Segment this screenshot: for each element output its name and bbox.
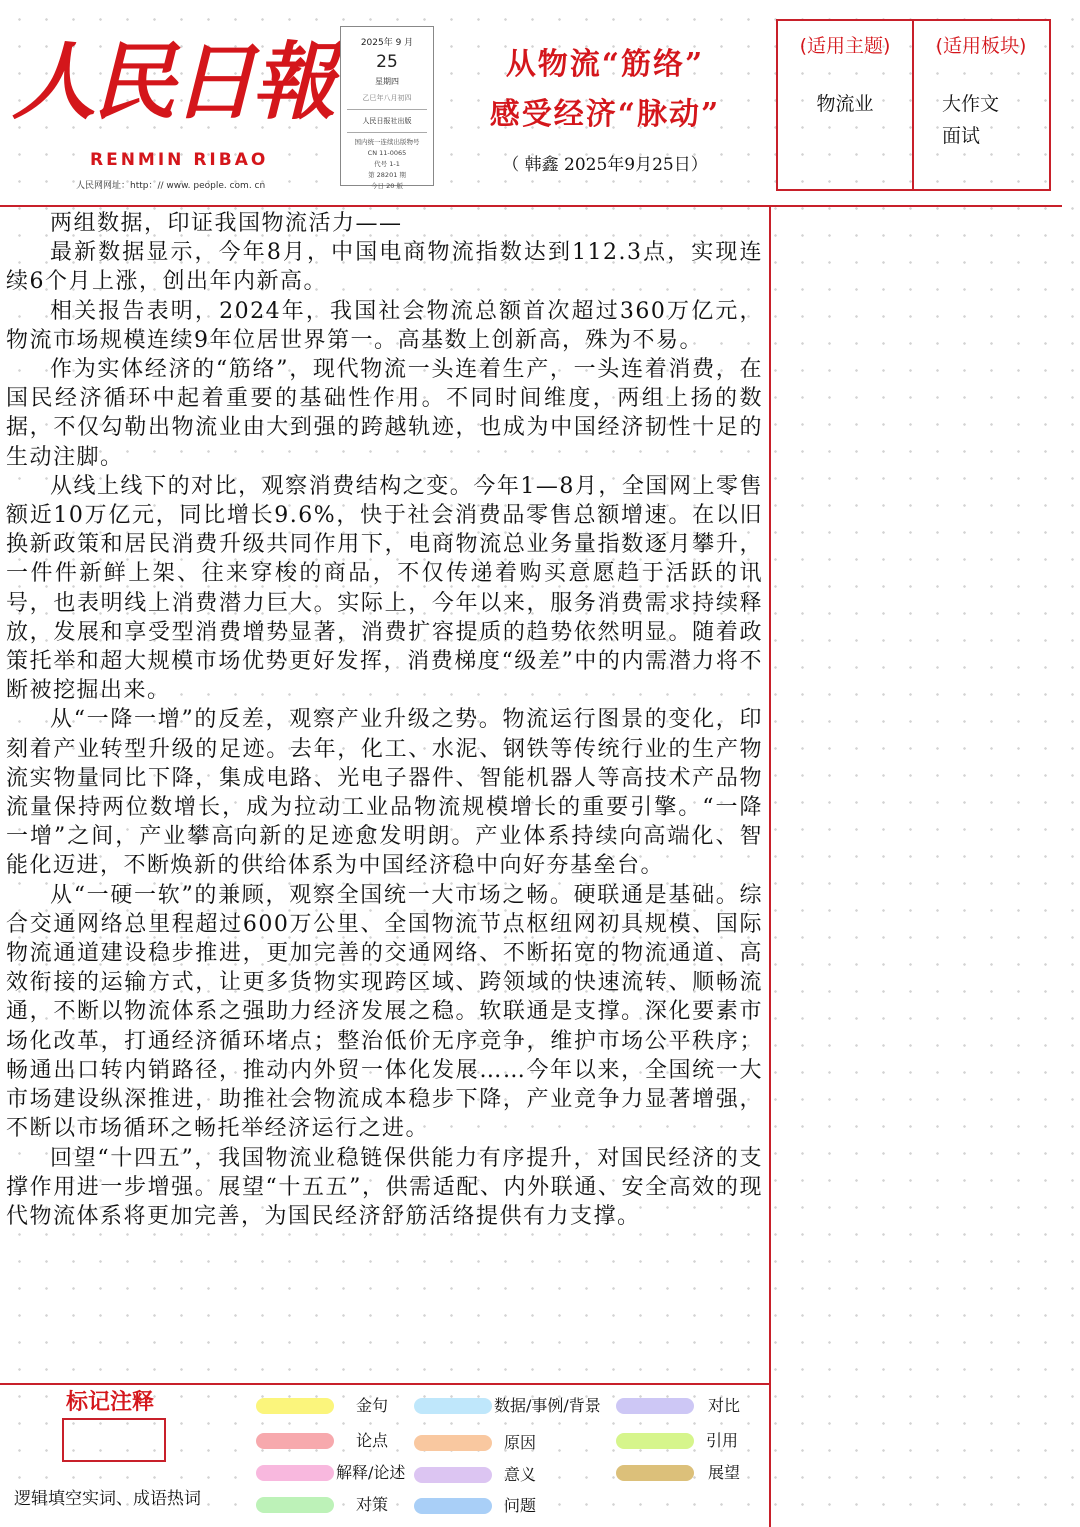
legend-swatch <box>616 1465 694 1481</box>
website-address: 人民网网址：http：// www. people. com. cn <box>76 181 266 191</box>
legend-item <box>616 1394 756 1418</box>
legend-swatch <box>616 1433 694 1449</box>
issue-number: 第 28201 期 <box>368 171 406 179</box>
article-paragraph: 从线上线下的对比，观察消费结构之变。今年1—8月，全国网上零售额近10万亿元，同比增长9.6%，快于社会消费品零售总额增速。在以旧换新政策和居民消费升级共同作用下，电商物流总业务量指数逐月攀升，一件件新鲜上架、往来穿梭的商品，不仅传递着购买意愿趋于活跃的讯号，也表明线上消费潜力巨大。实际上，今年以来，服务消费需求持续释放，发展和享受型消费增势显著，消费扩容提质的趋势依然明显。随着政策托举和超大规模市场优势更好发挥，消费梯度“级差”中的内需潜力将不断被挖掘出来。 <box>6 473 763 704</box>
legend-item <box>616 1461 756 1485</box>
article-paragraph: 两组数据，印证我国物流活力—— <box>50 211 403 236</box>
legend-label: 引用 <box>706 1431 739 1450</box>
issue-weekday: 星期四 <box>375 77 399 86</box>
margin-rule <box>769 205 771 1527</box>
legend-label: 原因 <box>504 1433 537 1452</box>
legend-swatch <box>256 1433 334 1449</box>
post-code: 代号 1-1 <box>374 160 400 168</box>
byline: （ 韩鑫 2025年9月25日） <box>502 155 708 175</box>
article-paragraph: 相关报告表明，2024年，我国社会物流总额首次超过360万亿元，物流市场规模连续9年位居世界第一。高基数上创新高，殊为不易。 <box>6 298 763 353</box>
issue-year-month: 2025年 9 月 <box>360 38 414 48</box>
legend-item <box>256 1493 396 1517</box>
legend-swatch <box>256 1398 334 1414</box>
datebox-divider <box>347 109 427 110</box>
legend-title: 标记注释 <box>66 1390 155 1415</box>
page-count: 今日 20 版 <box>371 182 403 190</box>
legend-item <box>616 1429 756 1453</box>
theme-value: 物流业 <box>816 93 874 115</box>
article-paragraph: 最新数据显示，今年8月，中国电商物流指数达到112.3点，实现连续6个月上涨，创出年内新高。 <box>6 240 763 295</box>
section-value: 面试 <box>942 125 981 147</box>
legend-item <box>414 1431 554 1455</box>
legend-swatch <box>616 1398 694 1414</box>
legend-swatch <box>256 1465 334 1481</box>
legend-item <box>414 1463 554 1487</box>
topic-tag-table <box>776 19 1051 191</box>
legend-box-swatch <box>62 1418 166 1462</box>
legend-item <box>256 1461 436 1485</box>
logo-pinyin: RENMIN RIBAO <box>90 150 269 170</box>
section-column <box>914 31 1048 152</box>
article-paragraph: 从“一降一增”的反差，观察产业升级之势。物流运行图景的变化，印刻着产业转型升级的足迹。去年，化工、水泥、钢铁等传统行业的生产物流实物量同比下降，集成电路、光电子器件、智能机器人等高技术产品物流量保持两位数增长，成为拉动工业品物流规模增长的重要引擎。“一降一增”之间，产业攀高向新的足迹愈发明朗。产业体系持续向高端化、智能化迈进，不断焕新的供给体系为中国经济稳中向好夯基垒台。 <box>6 707 763 879</box>
legend-item <box>414 1394 634 1418</box>
publisher-line: 人民日报社出版 <box>362 117 412 125</box>
section-value: 大作文 <box>942 93 1000 115</box>
issn-label: 国内统一连续出版物号 <box>354 138 420 146</box>
legend-label: 意义 <box>504 1465 537 1484</box>
legend-label: 对比 <box>708 1396 741 1415</box>
legend-item <box>414 1494 554 1518</box>
article-body <box>6 209 763 1231</box>
header-rule <box>0 205 1062 207</box>
legend-item <box>256 1429 396 1453</box>
legend-swatch <box>414 1498 492 1514</box>
datebox-divider <box>347 132 427 133</box>
cn-number: CN 11-0065 <box>367 149 407 157</box>
article-paragraph: 回望“十四五”，我国物流业稳链保供能力有序提升，对国民经济的支撑作用进一步增强。展望“十五五”，供需适配、内外联通、安全高效的现代物流体系将更加完善，为国民经济舒筋活络提供有力支撑。 <box>6 1145 763 1229</box>
article-paragraph: 作为实体经济的“筋络”，现代物流一头连着生产，一头连着消费，在国民经济循环中起着重要的基础性作用。不同时间维度，两组上扬的数据，不仅勾勒出物流业由大到强的跨越轨迹，也成为中国经济韧性十足的生动注脚。 <box>6 357 763 470</box>
legend-swatch <box>414 1398 492 1414</box>
legend-item <box>256 1394 396 1418</box>
issue-date-box <box>340 26 434 190</box>
section-header: (适用板块) <box>935 35 1027 57</box>
article-paragraph: 从“一硬一软”的兼顾，观察全国统一大市场之畅。硬联通是基础。综合交通网络总里程超过600万公里、全国物流节点枢纽网初具规模、国际物流通道建设稳步推进，更加完善的交通网络、不断拓宽的物流通道、高效衔接的运输方式，让更多货物实现跨区域、跨领域的快速流转、顺畅流通，不断以物流体系之强助力经济发展之稳。软联通是支撑。深化要素市场化改革，打通经济循环堵点；整治低价无序竞争，维护市场公平秩序；畅通出口转内销路径，推动内外贸一体化发展……今年以来，全国统一大市场建设纵深推进，助推社会物流成本稳步下降，产业竞争力显著增强，不断以市场循环之畅托举经济运行之进。 <box>6 882 763 1142</box>
article-headline <box>450 40 760 175</box>
legend-label: 解释/论述 <box>336 1463 406 1482</box>
section-values <box>914 88 1048 152</box>
legend-swatch <box>414 1435 492 1451</box>
legend-swatch <box>414 1467 492 1483</box>
legend-label: 数据/事例/背景 <box>494 1396 601 1415</box>
headline-line-2: 感受经济“脉动” <box>489 97 721 132</box>
legend-swatch <box>256 1497 334 1513</box>
headline-line-1: 从物流“筋络” <box>505 47 705 82</box>
legend-label: 论点 <box>356 1431 389 1450</box>
theme-header: (适用主题) <box>799 35 891 57</box>
issue-day: 25 <box>376 52 398 72</box>
theme-column <box>778 31 912 120</box>
legend-label: 展望 <box>708 1463 741 1482</box>
legend-label: 对策 <box>356 1495 389 1514</box>
legend-box-note: 逻辑填空实词、成语热词 <box>14 1489 201 1509</box>
newspaper-logo <box>12 26 333 191</box>
logo-brand-text: 人民日報 <box>12 32 333 131</box>
issue-lunar-date: 乙巳年八月初四 <box>362 94 412 102</box>
legend-label: 金句 <box>356 1396 389 1415</box>
legend-label: 问题 <box>504 1496 537 1515</box>
